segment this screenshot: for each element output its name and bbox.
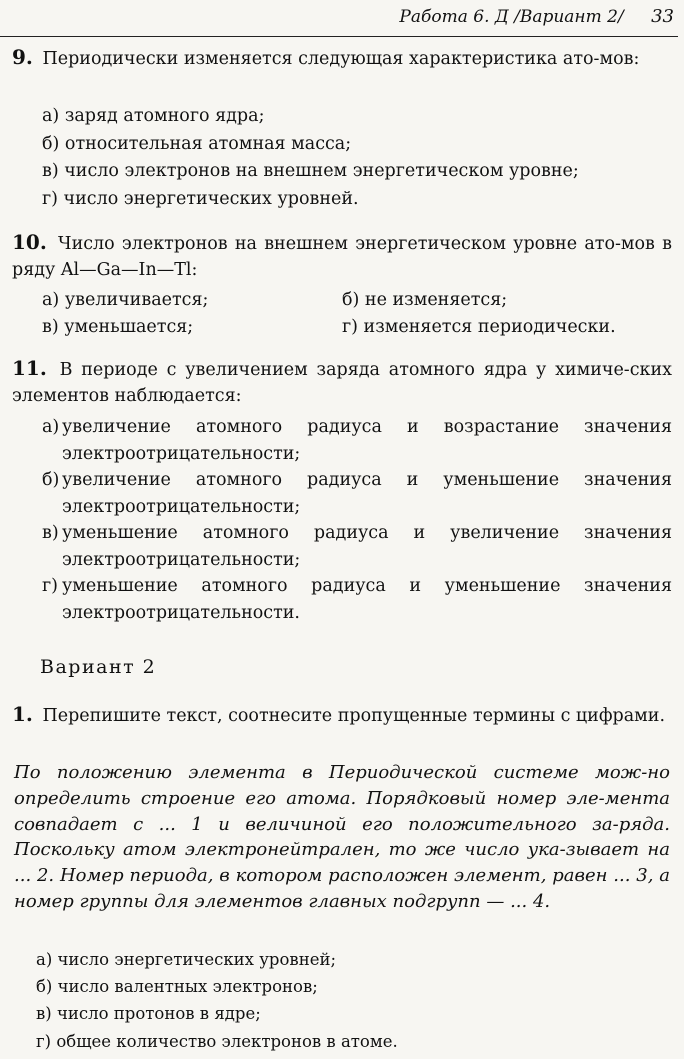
question-number: 11. [12,356,47,380]
question-11 [12,355,672,409]
option-line: увеличение атомного радиуса и уменьшение значения [62,470,672,490]
running-header [0,6,674,27]
question-text: Число электронов на внешнем энергетическом уровне ато-мов в ряду Al—Ga—In—Tl: [12,234,672,280]
option-label: б) [42,470,60,490]
option-v: в) число протонов в ядре; [36,1004,261,1024]
variant-heading: Вариант 2 [40,656,157,678]
option-line: электроотрицательности; [62,443,301,464]
option-a: а) число энергетических уровней; [36,950,337,969]
option-b: б) не изменяется; [342,290,508,310]
option-v: в) уменьшается; [42,317,194,337]
page-number: 33 [651,6,674,27]
option-label: в) [42,523,59,543]
question-10 [12,229,672,283]
question-number: 10. [12,230,47,254]
option-label: г) [42,576,58,596]
header-title: Работа 6. Д /Вариант 2/ [399,7,624,27]
option-g: г) число энергетических уровней. [42,188,359,209]
question-text: Периодически изменяется следующая характеристика ато-мов: [42,49,640,69]
option-a: а) увеличивается; [42,290,209,310]
passage-text: По положению элемента в Периодической системе мож-но определить строение его атома. Порядковый номер эле-мента совпадает с ... 1 и величиной его положительного за-ряда. Поскольку атом электронейтрален, то же число ука-зывает на ... 2. Номер периода, в котором расположен элемент, равен ... 3, а номер группы для элементов главных подгрупп — ... 4. [14,762,670,912]
option-v [42,520,672,573]
variant2-question-1 [12,701,672,729]
option-b [42,467,672,520]
option-line: уменьшение атомного радиуса и уменьшение значения [62,576,672,596]
option-line: уменьшение атомного радиуса и увеличение значения [62,523,672,543]
question-9 [12,44,672,72]
variant2-question-1-options [36,946,398,1055]
question-text: Перепишите текст, соотнесите пропущенные термины с цифрами. [42,706,666,726]
question-text: В периоде с увеличением заряда атомного ядра у химиче-ских элементов наблюдается: [12,360,672,406]
question-number: 1. [12,702,33,726]
header-rule [0,36,678,37]
option-line: электроотрицательности; [62,496,301,517]
question-9-options [42,103,670,213]
option-line: электроотрицательности; [62,549,301,570]
option-label: а) [42,417,60,437]
option-g [42,573,672,626]
option-v: в) число электронов на внешнем энергетическом уровне; [42,161,579,181]
option-b: б) число валентных электронов; [36,977,318,997]
question-number: 9. [12,45,33,69]
option-g: г) общее количество электронов в атоме. [36,1031,398,1051]
option-a: а) заряд атомного ядра; [42,106,265,126]
option-g: г) изменяется периодически. [342,317,616,337]
option-line: электроотрицательности. [62,602,300,623]
option-a [42,414,672,467]
option-b: б) относительная атомная масса; [42,133,352,154]
option-line: увеличение атомного радиуса и возрастание значения [62,417,672,437]
